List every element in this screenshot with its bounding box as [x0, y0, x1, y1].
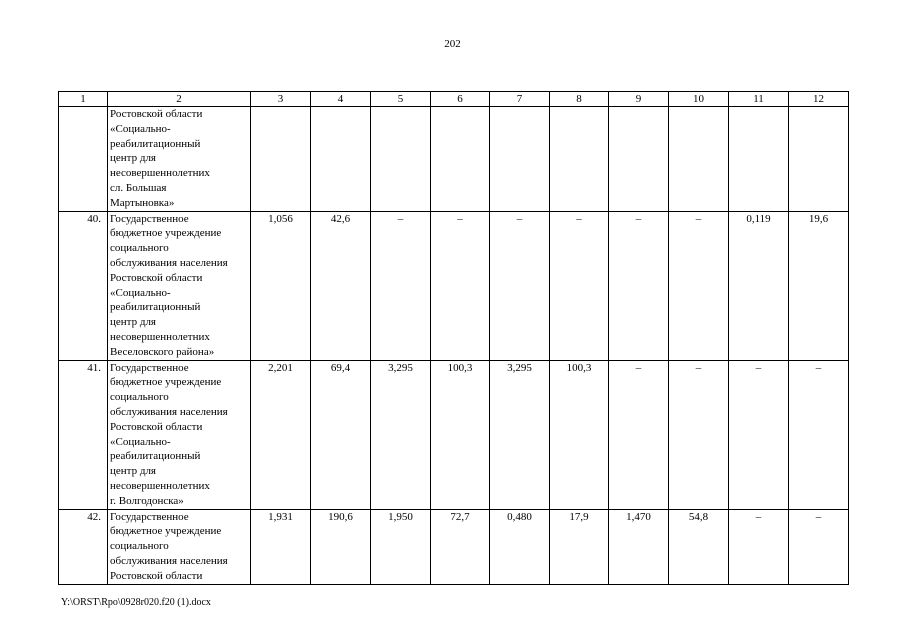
value-cell: 42,6 — [311, 211, 371, 360]
value-cell — [789, 107, 849, 212]
value-cell: – — [431, 211, 490, 360]
institution-name: Государственное бюджетное учреждение социального обслуживания населения Ростовской области — [108, 509, 251, 584]
value-cell: 1,056 — [251, 211, 311, 360]
value-cell: 17,9 — [550, 509, 609, 584]
column-header: 7 — [490, 92, 550, 107]
value-cell: – — [550, 211, 609, 360]
table-row — [59, 360, 849, 509]
value-cell: – — [729, 509, 789, 584]
value-cell: 69,4 — [311, 360, 371, 509]
institution-name: Государственное бюджетное учреждение социального обслуживания населения Ростовской области «Социально- реабилитационный центр для несовершеннолетних Веселовского района» — [108, 211, 251, 360]
value-cell: 2,201 — [251, 360, 311, 509]
value-cell: – — [490, 211, 550, 360]
column-header: 6 — [431, 92, 490, 107]
table-row — [59, 509, 849, 584]
value-cell: – — [729, 360, 789, 509]
value-cell: 0,480 — [490, 509, 550, 584]
value-cell: – — [669, 211, 729, 360]
column-header: 5 — [371, 92, 431, 107]
value-cell: – — [371, 211, 431, 360]
value-cell — [251, 107, 311, 212]
column-header: 1 — [59, 92, 108, 107]
value-cell — [311, 107, 371, 212]
value-cell — [490, 107, 550, 212]
value-cell — [371, 107, 431, 212]
value-cell: – — [789, 360, 849, 509]
value-cell — [431, 107, 490, 212]
column-header: 9 — [609, 92, 669, 107]
institution-name: Ростовской области «Социально- реабилитационный центр для несовершеннолетних сл. Большая Мартыновка» — [108, 107, 251, 212]
value-cell — [669, 107, 729, 212]
value-cell: 1,950 — [371, 509, 431, 584]
column-header: 8 — [550, 92, 609, 107]
value-cell: 1,931 — [251, 509, 311, 584]
value-cell: 19,6 — [789, 211, 849, 360]
value-cell: – — [669, 360, 729, 509]
value-cell — [729, 107, 789, 212]
column-header: 2 — [108, 92, 251, 107]
value-cell: 3,295 — [490, 360, 550, 509]
column-header: 10 — [669, 92, 729, 107]
value-cell: 54,8 — [669, 509, 729, 584]
row-number: 40. — [59, 211, 108, 360]
column-header: 11 — [729, 92, 789, 107]
value-cell — [609, 107, 669, 212]
data-table — [58, 91, 849, 585]
table-header-row — [59, 92, 849, 107]
value-cell: 3,295 — [371, 360, 431, 509]
column-header: 3 — [251, 92, 311, 107]
value-cell: 1,470 — [609, 509, 669, 584]
value-cell: 0,119 — [729, 211, 789, 360]
value-cell: – — [609, 360, 669, 509]
page-number: 202 — [444, 38, 461, 50]
column-header: 4 — [311, 92, 371, 107]
value-cell: – — [609, 211, 669, 360]
document-file-path: Y:\ORST\Rpo\0928r020.f20 (1).docx — [61, 597, 211, 608]
value-cell: 190,6 — [311, 509, 371, 584]
value-cell — [550, 107, 609, 212]
table-row — [59, 211, 849, 360]
column-header: 12 — [789, 92, 849, 107]
value-cell: 72,7 — [431, 509, 490, 584]
institution-name: Государственное бюджетное учреждение социального обслуживания населения Ростовской области «Социально- реабилитационный центр для несовершеннолетних г. Волгодонска» — [108, 360, 251, 509]
row-number: 41. — [59, 360, 108, 509]
row-number: 42. — [59, 509, 108, 584]
row-number — [59, 107, 108, 212]
table-row — [59, 107, 849, 212]
value-cell: 100,3 — [431, 360, 490, 509]
value-cell: 100,3 — [550, 360, 609, 509]
value-cell: – — [789, 509, 849, 584]
